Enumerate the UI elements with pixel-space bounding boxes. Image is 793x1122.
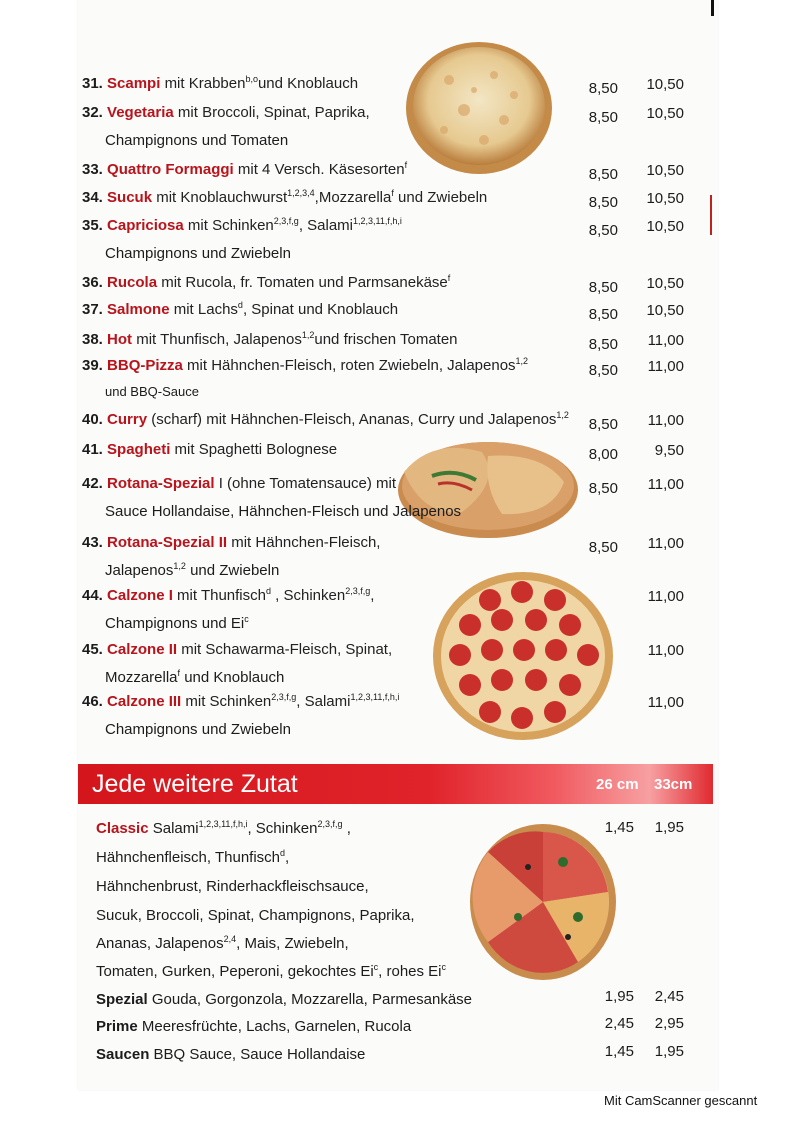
item-price-large: 10,50 <box>646 275 684 292</box>
item-description-continued <box>82 561 582 580</box>
extras-classic-label: Classic <box>96 820 149 837</box>
menu-item <box>82 188 582 207</box>
item-price-large: 10,50 <box>646 105 684 122</box>
item-description: mit 4 Versch. Käsesorten <box>237 161 405 178</box>
item-description: mit Thunfisch <box>177 587 266 604</box>
item-allergen-note: 1,2 <box>556 410 569 420</box>
item-description-part: und Knoblauch <box>257 75 359 92</box>
item-name: Hot <box>107 331 137 348</box>
menu-item <box>82 440 582 459</box>
item-description: mit Schawarma-Fleisch, Spinat, <box>181 641 393 658</box>
item-description: I (ohne Tomatensauce) mit <box>218 475 397 492</box>
item-description-continued-text: und Knoblauch <box>180 669 285 686</box>
item-description-continued <box>82 720 582 739</box>
item-description: mit Schinken <box>187 217 274 234</box>
item-price-small: 8,50 <box>588 222 618 239</box>
extras-spezial-text: Gouda, Gorgonzola, Mozzarella, Parmesankäse <box>151 991 473 1008</box>
item-description-continued-text: Sauce Hollandaise, Hähnchen-Fleisch und Jalapenos <box>105 503 462 520</box>
item-description: mit Thunfisch, Jalapenos <box>136 331 302 348</box>
item-description: mit Hähnchen-Fleisch, roten Zwiebeln, Jalapenos <box>187 357 516 374</box>
menu-item <box>82 160 582 179</box>
item-description-part: , Spinat und Knoblauch <box>242 301 399 318</box>
item-name: Calzone III <box>107 693 186 710</box>
item-price-small: 8,50 <box>588 279 618 296</box>
item-description-continued <box>82 614 582 633</box>
item-price-large: 10,50 <box>646 76 684 93</box>
item-description: mit Knoblauchwurst <box>156 189 288 206</box>
item-price-large: 9,50 <box>654 442 684 459</box>
item-allergen-note: 1,2 <box>515 356 529 366</box>
item-description: mit Schinken <box>185 693 272 710</box>
item-description-continued-text: Champignons und Tomaten <box>105 132 289 149</box>
item-description-part: , Schinken <box>271 587 346 604</box>
item-number: 33. <box>82 161 108 178</box>
item-description: mit Broccoli, Spinat, Paprika, <box>177 104 370 121</box>
item-description: mit Spaghetti Bolognese <box>174 441 338 458</box>
menu-item <box>82 692 582 739</box>
item-price-small: 8,50 <box>588 416 618 433</box>
extras-classic-line-3: Hähnchenbrust, Rinderhackfleischsauce, <box>96 878 369 895</box>
item-price-small: 8,50 <box>588 306 618 323</box>
item-description-continued <box>82 131 582 150</box>
item-description-part: , <box>370 587 375 604</box>
item-number: 42. <box>82 475 108 492</box>
item-name: Rotana-Spezial <box>107 475 219 492</box>
item-name: Calzone II <box>107 641 182 658</box>
item-number: 37. <box>82 301 108 318</box>
item-name: Calzone I <box>107 587 178 604</box>
mixed-pizza-photo <box>468 822 618 982</box>
saucen-price-33: 1,95 <box>654 1043 684 1060</box>
item-allergen-note: f <box>447 273 451 283</box>
extras-banner-title: Jede weitere Zutat <box>92 770 298 798</box>
item-price-large: 11,00 <box>647 358 684 375</box>
item-allergen-note: 2,3,f,g <box>271 692 297 702</box>
item-price-large: 11,00 <box>647 535 684 552</box>
menu-item <box>82 216 582 263</box>
item-allergen-note: 1,2,3,11,f,h,i <box>350 692 400 702</box>
item-allergen-note: c <box>244 614 249 624</box>
extras-classic-line-2: Hähnchenfleisch, Thunfisch$^d$, <box>96 848 290 866</box>
item-price-large: 11,00 <box>647 476 684 493</box>
item-name: Salmone <box>107 301 174 318</box>
size-26cm-label: 26 cm <box>596 776 639 793</box>
extras-saucen-text: BBQ Sauce, Sauce Hollandaise <box>153 1046 366 1063</box>
item-description-part: , Salami <box>298 217 353 234</box>
menu-item <box>82 586 582 633</box>
menu-item <box>82 330 582 349</box>
item-description-continued-text: Champignons und Ei <box>105 615 245 632</box>
item-description-part: und frischen Tomaten <box>314 331 458 348</box>
item-name: Rucola <box>107 274 162 291</box>
extras-prime-label: Prime <box>96 1018 138 1035</box>
prime-price-26: 2,45 <box>604 1015 634 1032</box>
item-name: Curry <box>107 411 152 428</box>
item-number: 40. <box>82 411 108 428</box>
item-description-part: ,Mozzarella <box>314 189 392 206</box>
item-price-small: 8,50 <box>588 480 618 497</box>
item-number: 43. <box>82 534 108 551</box>
item-number: 39. <box>82 357 108 374</box>
item-number: 32. <box>82 104 108 121</box>
item-description-continued <box>82 502 582 521</box>
menu-item <box>82 103 582 150</box>
item-allergen-note: 2,3,f,g <box>345 586 371 596</box>
item-description-continued-text: und BBQ-Sauce <box>105 384 199 399</box>
item-price-large: 11,00 <box>647 412 684 429</box>
item-description-part: , Salami <box>296 693 351 710</box>
menu-item <box>82 474 582 521</box>
item-description-continued-text: Champignons und Zwiebeln <box>105 721 291 738</box>
extras-classic-line-6: Tomaten, Gurken, Peperoni, gekochtes Ei$^c$, rohes Ei$^c$ <box>96 962 447 980</box>
item-description: mit Rucola, fr. Tomaten und Parmsanekäse <box>161 274 448 291</box>
item-allergen-note: d <box>237 300 243 310</box>
item-name: Scampi <box>107 75 165 92</box>
extras-classic <box>96 819 351 838</box>
item-description-part: und Zwiebeln <box>393 189 488 206</box>
item-price-small: 8,50 <box>588 336 618 353</box>
item-number: 31. <box>82 75 108 92</box>
classic-price-26: 1,45 <box>604 819 634 836</box>
size-33cm-label: 33cm <box>654 776 693 793</box>
item-price-small: 8,50 <box>588 166 618 183</box>
item-name: Sucuk <box>107 189 157 206</box>
item-name: Quattro Formaggi <box>107 161 238 178</box>
extras-saucen <box>96 1045 365 1064</box>
item-price-large: 10,50 <box>646 302 684 319</box>
item-description-continued <box>82 668 582 687</box>
item-description: mit Hähnchen-Fleisch, <box>231 534 381 551</box>
item-allergen-note: 2,3,f,g <box>273 216 299 226</box>
extras-banner <box>78 764 713 804</box>
item-price-small: 8,50 <box>588 362 618 379</box>
item-number: 36. <box>82 274 108 291</box>
item-number: 46. <box>82 693 108 710</box>
menu-item <box>82 533 582 580</box>
item-description: mit Lachs <box>173 301 238 318</box>
item-description-continued <box>82 382 582 401</box>
menu-item <box>82 273 582 292</box>
menu-item <box>82 640 582 687</box>
item-allergen-note: b,o <box>245 74 258 84</box>
item-price-large: 10,50 <box>646 162 684 179</box>
item-allergen-note: d <box>265 586 271 596</box>
item-number: 38. <box>82 331 108 348</box>
item-price-large: 11,00 <box>647 588 684 605</box>
item-description-continued-text: Champignons und Zwiebeln <box>105 245 291 262</box>
item-description: mit Krabben <box>164 75 246 92</box>
item-price-large: 10,50 <box>646 190 684 207</box>
extras-prime-text: Meeresfrüchte, Lachs, Garnelen, Rucola <box>141 1018 412 1035</box>
item-description-continued-text: Jalapenos <box>105 562 174 579</box>
item-name: Vegetaria <box>107 104 178 121</box>
item-allergen-note: 1,2 <box>301 330 315 340</box>
item-number: 41. <box>82 441 108 458</box>
prime-price-33: 2,95 <box>654 1015 684 1032</box>
item-allergen-note: f <box>177 668 181 678</box>
item-name: Rotana-Spezial II <box>107 534 232 551</box>
item-allergen-note: f <box>404 160 408 170</box>
saucen-price-26: 1,45 <box>604 1043 634 1060</box>
menu-item <box>82 410 582 429</box>
item-description-continued-text: Mozzarella <box>105 669 178 686</box>
item-allergen-note: 1,2 <box>173 561 186 571</box>
extras-spezial <box>96 990 472 1009</box>
page-edge-mark <box>711 0 714 16</box>
item-price-small: 8,50 <box>588 80 618 97</box>
extras-classic-line-4: Sucuk, Broccoli, Spinat, Champignons, Paprika, <box>96 907 415 924</box>
menu-item <box>82 356 582 401</box>
page-edge-red-mark <box>710 195 712 235</box>
extras-classic-line-1: Salami$^{1,2,3,11,f,h,i}$, Schinken$^{2,3,f,g}$ , <box>152 819 351 837</box>
camscanner-footer: Mit CamScanner gescannt <box>604 1093 758 1108</box>
item-price-small: 8,00 <box>588 446 618 463</box>
menu-item <box>82 300 582 319</box>
item-price-small: 8,50 <box>588 539 618 556</box>
item-description-continued <box>82 244 582 263</box>
item-description: (scharf) mit Hähnchen-Fleisch, Ananas, Curry und Jalapenos <box>151 411 557 428</box>
extras-classic-line-5: Ananas, Jalapenos$^{2,4}$, Mais, Zwiebeln, <box>96 934 349 952</box>
item-allergen-note: 1,2,3,11,f,h,i <box>353 216 402 226</box>
item-description-continued-text: und Zwiebeln <box>185 562 280 579</box>
extras-spezial-label: Spezial <box>96 991 148 1008</box>
item-number: 34. <box>82 189 108 206</box>
extras-prime <box>96 1017 411 1036</box>
item-price-large: 11,00 <box>647 332 684 349</box>
item-price-small: 8,50 <box>588 194 618 211</box>
item-name: Capriciosa <box>107 217 188 234</box>
item-name: BBQ-Pizza <box>107 357 188 374</box>
classic-price-33: 1,95 <box>654 819 684 836</box>
spezial-price-26: 1,95 <box>604 988 634 1005</box>
item-name: Spagheti <box>107 441 175 458</box>
item-price-small: 8,50 <box>588 109 618 126</box>
extras-saucen-label: Saucen <box>96 1046 150 1063</box>
item-number: 44. <box>82 587 108 604</box>
item-price-large: 10,50 <box>646 218 684 235</box>
item-number: 45. <box>82 641 108 658</box>
item-allergen-note: 1,2,3,4 <box>287 188 315 198</box>
item-allergen-note: f <box>391 188 394 198</box>
item-number: 35. <box>82 217 108 234</box>
item-price-large: 11,00 <box>647 694 684 711</box>
item-price-large: 11,00 <box>647 642 684 659</box>
spezial-price-33: 2,45 <box>654 988 684 1005</box>
menu-item <box>82 74 582 93</box>
